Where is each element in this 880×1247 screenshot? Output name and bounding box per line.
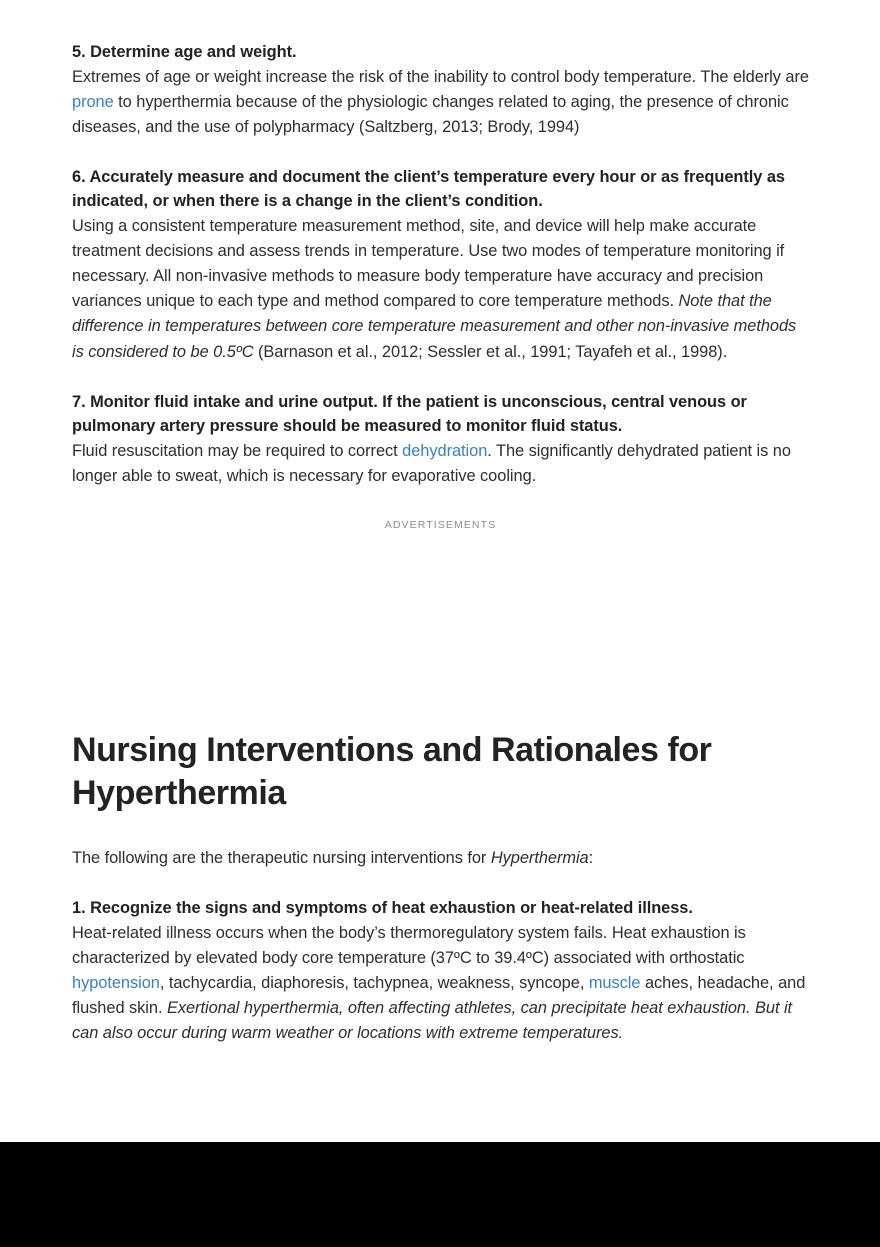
link-dehydration[interactable]: dehydration [402, 441, 488, 460]
item-5-body-text-before-link: Extremes of age or weight increase the risk of the inability to control body temperature. The elderly are [72, 67, 809, 86]
item-5-heading: 5. Determine age and weight. [72, 43, 297, 61]
item-1-heading: 1. Recognize the signs and symptoms of heat exhaustion or heat-related illness. [72, 899, 693, 918]
item-6-body [72, 214, 809, 365]
article-content [72, 40, 809, 1046]
intervention-item-1 [72, 896, 809, 1046]
bottom-black-band [0, 1142, 880, 1247]
item-5-body-text-after-link: to hyperthermia because of the physiologic changes related to aging, the presence of chronic diseases, and the use of polypharmacy (Saltzberg, 2013; Brody, 1994) [72, 92, 789, 136]
item-1-body-italic-note: Exertional hyperthermia, often affecting athletes, can precipitate heat exhaustion. But it can also occur during warm weather or locations with extreme temperatures. [72, 998, 793, 1043]
link-muscle[interactable]: muscle [588, 973, 641, 992]
intervention-item-7 [72, 390, 809, 489]
item-7-heading: 7. Monitor fluid intake and urine output. If the patient is unconscious, central venous or pulmonary artery pressure should be measured to monitor fluid status. [72, 392, 747, 436]
item-1-body-part-2: , tachycardia, diaphoresis, tachypnea, weakness, syncope, [159, 973, 589, 992]
item-6-heading: 6. Accurately measure and document the client’s temperature every hour or as frequently as indicated, or when there is a change in the client’s condition. [72, 167, 785, 211]
item-6-body-part-2: (Barnason et al., 2012; Sessler et al., 1991; Tayafeh et al., 1998). [253, 342, 728, 361]
item-6-body-part-1: Using a consistent temperature measurement method, site, and device will help make accurate treatment decisions and assess trends in temperature. Use two modes of temperature monitoring if necessary. All non-invasive methods to measure body temperature have accuracy and precision variances unique to each type and method compared to core temperature methods. [72, 217, 785, 311]
advertisement-label: ADVERTISEMENTS [384, 519, 497, 531]
item-1-body-part-1: Heat-related illness occurs when the body’s thermoregulatory system fails. Heat exhaustion is characterized by elevated body core temperature (37ºC to 39.4ºC) associated with orthostatic [72, 923, 746, 967]
intervention-item-6 [72, 165, 809, 365]
intervention-item-5 [72, 40, 809, 140]
item-5-body [72, 65, 809, 140]
article-intro-italic-term: Hyperthermia [490, 849, 589, 867]
article-intro [72, 846, 809, 871]
link-prone[interactable]: prone [72, 92, 114, 111]
article-intro-before-italic: The following are the therapeutic nursing interventions for [72, 849, 491, 867]
item-7-body-text-before-link: Fluid resuscitation may be required to correct [72, 441, 403, 460]
item-7-body-text-after-link: . The significantly dehydrated patient is no longer able to sweat, which is necessary for evaporative cooling. [72, 441, 791, 485]
item-6-body-italic-note: Note that the difference in temperatures between core temperature measurement and other non-invasive methods is considered to be 0.5ºC [72, 292, 797, 361]
link-hypotension[interactable]: hypotension [72, 973, 160, 992]
item-1-body-part-3: aches, headache, and flushed skin. [72, 973, 806, 1017]
item-7-body [72, 439, 809, 489]
advertisement-body[interactable] [72, 533, 809, 729]
advertisement-slot [72, 515, 809, 729]
item-1-body [72, 921, 809, 1046]
article-intro-after-italic: : [588, 849, 594, 867]
page-title: Nursing Interventions and Rationales for Hyperthermia [72, 731, 712, 812]
